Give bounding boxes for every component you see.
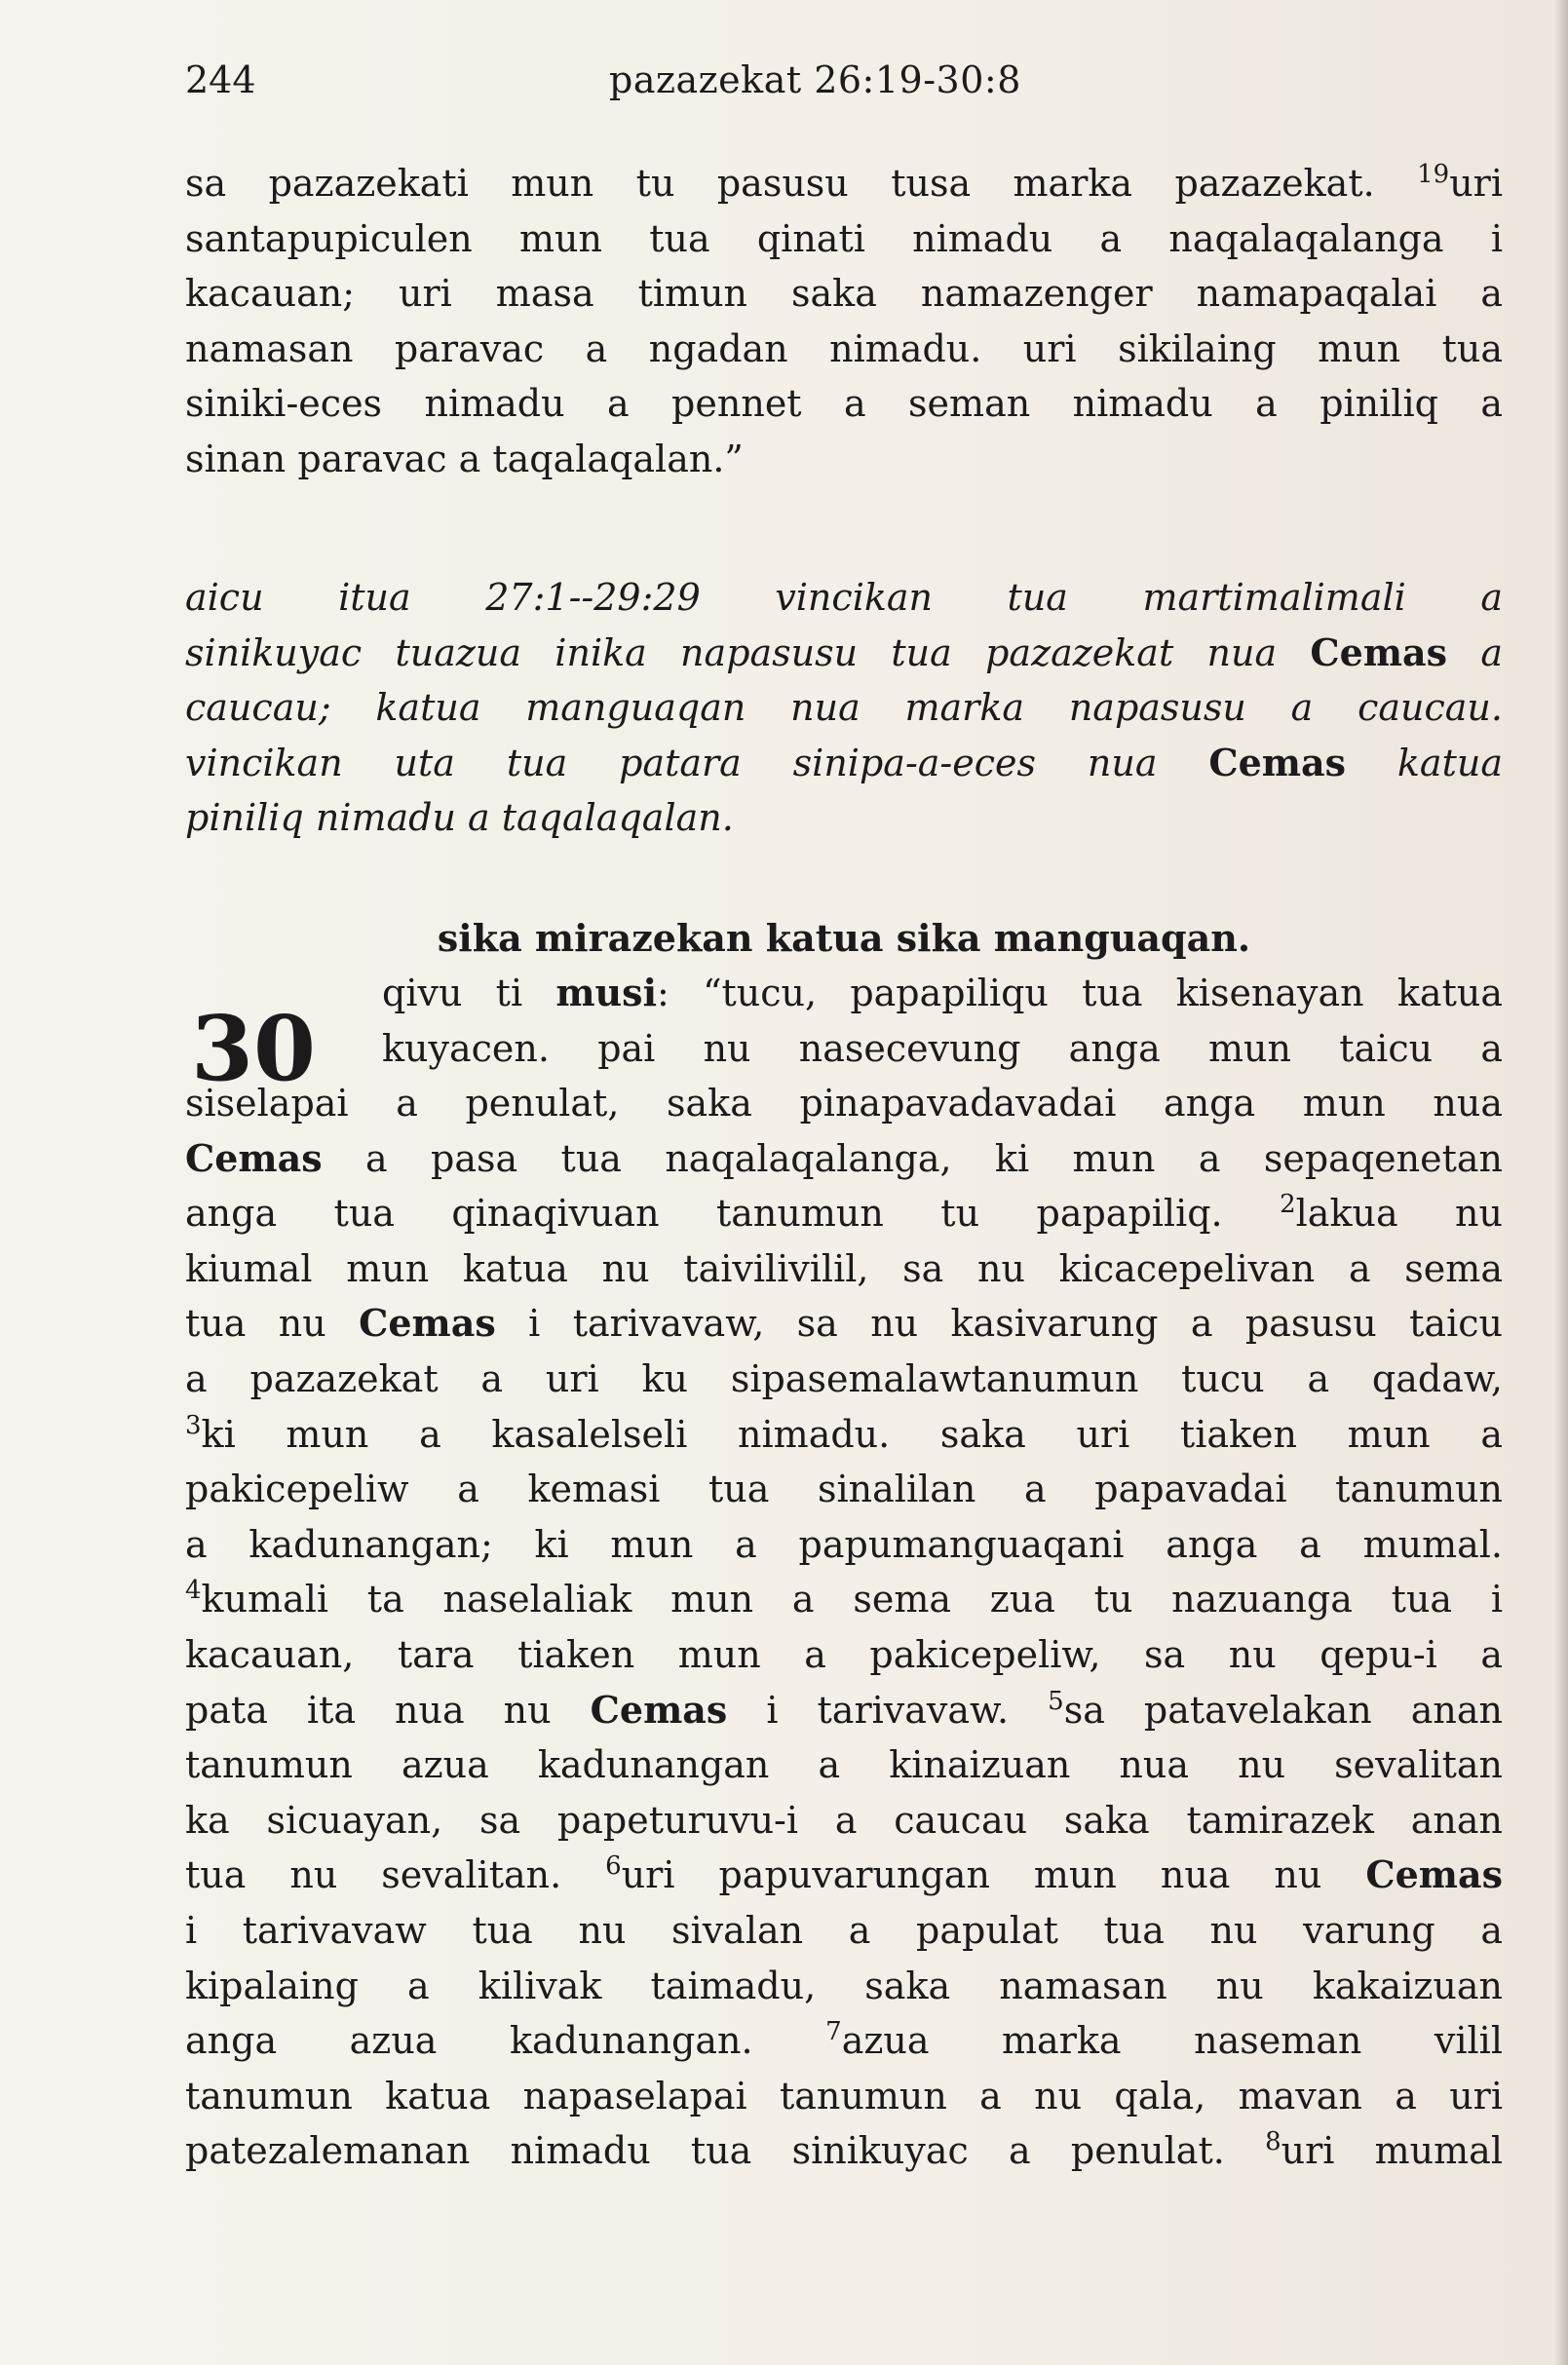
intro-line-2: santapupiculen mun tua qinati nimadu a naqalaqalanga i [185, 216, 1503, 260]
body-line: kacauan, tara tiaken mun a pakicepeliw, sa nu qepu-i a [185, 1632, 1503, 1676]
chapter-summary [185, 570, 1503, 846]
divine-name: Cemas [590, 1687, 728, 1732]
body-line: patezalemanan nimadu tua sinikuyac a penulat. $^8$uri mumal [185, 2127, 1503, 2173]
page-edge-shadow [1554, 0, 1568, 2365]
chapter-number: 30 [191, 996, 317, 1101]
body-line: tua nu Cemas i tarivavaw, sa nu kasivarung a pasusu taicu [185, 1301, 1503, 1346]
verse-number: 8 [1265, 2127, 1281, 2157]
body-line: anga azua kadunangan. $^7$azua marka naseman vilil [185, 2017, 1503, 2063]
body-line: i tarivavaw tua nu sivalan a papulat tua nu varung a [185, 1908, 1503, 1952]
intro-line-4: namasan paravac a ngadan nimadu. uri sikilaing mun tua [185, 326, 1503, 370]
divine-name: Cemas [1310, 629, 1448, 674]
intro-line-1: sa pazazekati mun tu pasusu tusa marka pazazekat. $^{19}$uri [185, 160, 1503, 205]
body-line: kipalaing a kilivak taimadu, saka namasan nu kakaizuan [185, 1964, 1503, 2007]
body-line: $^4$kumali ta naselaliak mun a sema zua tu nazuanga tua i [185, 1576, 1503, 1621]
divine-name: Cemas [359, 1301, 496, 1346]
running-head: pazazekat 26:19-30:8 [609, 58, 1021, 101]
chapter-line-1: qivu ti musi: “tucu, papapiliqu tua kisenayan katua [382, 971, 1503, 1014]
verse-number: 2 [1280, 1190, 1296, 1220]
intro-line-5: siniki-eces nimadu a pennet a seman nimadu a piniliq a [185, 382, 1503, 426]
divine-name: Cemas [1208, 740, 1347, 784]
body-line: Cemas a pasa tua naqalaqalanga, ki mun a sepaqenetan [185, 1135, 1503, 1180]
verse-number: 6 [605, 1851, 622, 1882]
summary-line-4: vincikan uta tua patara sinipa-a-eces nua Cemas katua [185, 740, 1503, 784]
chapter-opening [382, 965, 1503, 1077]
verse-number: 3 [185, 1410, 202, 1440]
verse-number: 19 [1417, 160, 1450, 189]
divine-name: Cemas [1365, 1852, 1503, 1897]
body-line: pata ita nua nu Cemas i tarivavaw. $^5$sa patavelakan anan [185, 1686, 1503, 1732]
speaker-name: musi [555, 971, 658, 1014]
divine-name: Cemas [185, 1135, 323, 1180]
body-line: tua nu sevalitan. $^6$uri papuvarungan mun nua nu Cemas [185, 1851, 1503, 1897]
verse-number: 4 [185, 1576, 202, 1606]
section-heading: sika mirazekan katua sika manguaqan. [437, 916, 1251, 960]
body-line: ka sicuayan, sa papeturuvu-i a caucau saka tamirazek anan [185, 1798, 1503, 1842]
verse-number: 7 [825, 2017, 842, 2047]
page-header [185, 51, 1511, 109]
intro-line-3: kacauan; uri masa timun saka namazenger namapaqalai a [185, 272, 1503, 316]
summary-line-1: aicu itua 27:1--29:29 vincikan tua martimalimali a [185, 576, 1503, 619]
body-line: siselapai a penulat, saka pinapavadavadai anga mun nua [185, 1082, 1503, 1125]
summary-line-5: piniliq nimadu a taqalaqalan. [185, 796, 734, 840]
body-line: a pazazekat a uri ku sipasemalawtanumun tucu a qadaw, [185, 1356, 1503, 1400]
body-line: tanumun azua kadunangan a kinaizuan nua nu sevalitan [185, 1743, 1503, 1787]
chapter-body [185, 1076, 1503, 2179]
body-line: anga tua qinaqivuan tanumun tu papapiliq. $^2$lakua nu [185, 1190, 1503, 1236]
intro-line-6: sinan paravac a taqalaqalan.” [185, 437, 744, 480]
body-line: pakicepeliw a kemasi tua sinalilan a papavadai tanumun [185, 1468, 1503, 1511]
body-line: tanumun katua napaselapai tanumun a nu qala, mavan a uri [185, 2074, 1503, 2117]
summary-line-3: caucau; katua manguaqan nua marka napasusu a caucau. [185, 686, 1503, 730]
intro-paragraph [185, 156, 1503, 487]
body-line: a kadunangan; ki mun a papumanguaqani anga a mumal. [185, 1522, 1503, 1566]
summary-line-2: sinikuyac tuazua inika napasusu tua pazazekat nua Cemas a [185, 629, 1504, 674]
page-number: 244 [185, 58, 256, 101]
verse-number: 5 [1048, 1686, 1064, 1716]
body-line: $^3$ki mun a kasalelseli nimadu. saka uri tiaken mun a [185, 1410, 1503, 1456]
body-line: kiumal mun katua nu taivilivilil, sa nu kicacepelivan a sema [185, 1246, 1503, 1290]
chapter-line-2: kuyacen. pai nu nasecevung anga mun taicu a [382, 1027, 1503, 1070]
